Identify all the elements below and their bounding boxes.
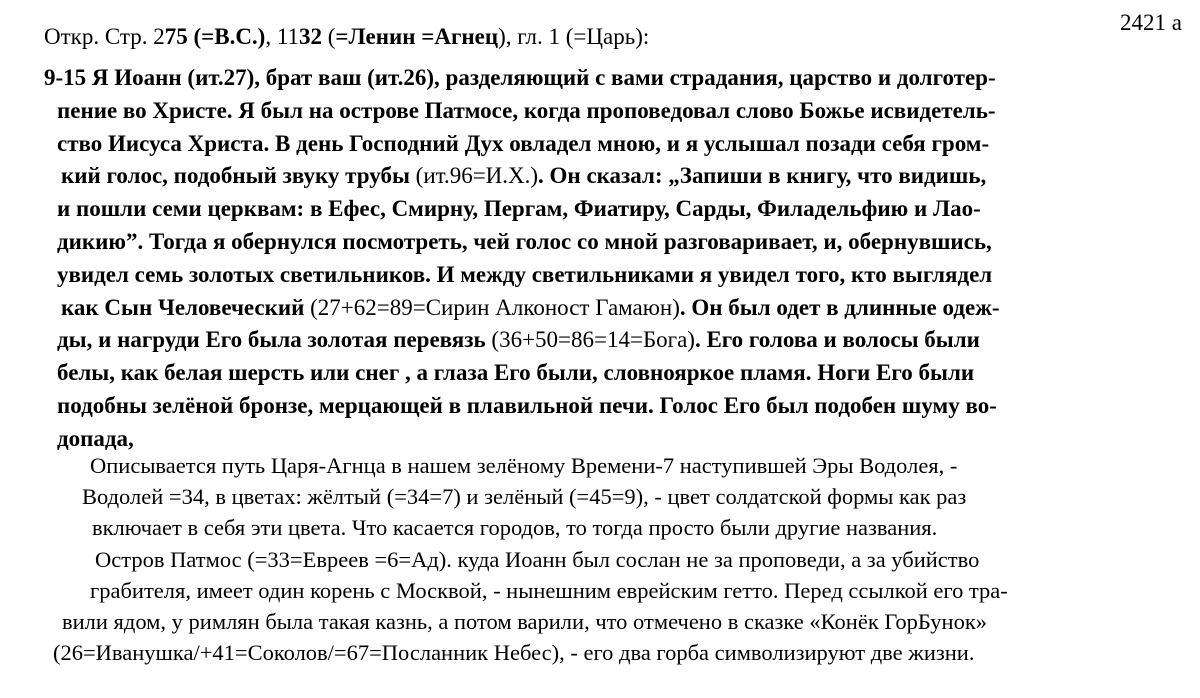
commentary-line-2: Водолей =34, в цветах: жёлтый (=34=7) и зелёный (=45=9), - цвет солдатской формы как раз [82, 484, 967, 510]
scripture-line-1: 9-15 Я Иоанн (ит.27), брат ваш (ит.26), разделяющий с вами страдания, царство и долготер- [44, 65, 996, 90]
page-number: 2421 а [1120, 10, 1182, 35]
chapter-header [44, 24, 649, 50]
scripture-note: (ит.96=И.Х.) [415, 163, 539, 189]
header-eq2: =Ленин =Агнец [335, 24, 499, 49]
commentary-line-7: (26=Иванушка/+41=Соколов/=67=Посланник Небес), - его два горба символизируют две жизни. [53, 640, 975, 666]
header-mid: , 11 [265, 24, 299, 49]
commentary-line-5: грабителя, имеет один корень с Москвой, - нынешним еврейским гетто. Перед ссылкой его тра- [90, 577, 1008, 603]
scripture-text-segment: . Он сказал: „Запиши в книгу, что видишь, [538, 163, 987, 189]
commentary-line-6: вили ядом, у римлян была такая казнь, а потом варили, что отмечено в сказке «Конёк ГорБунок» [62, 609, 987, 634]
scripture-text-segment: . Его голова и волосы были [694, 327, 980, 353]
scripture-line-2: пение во Христе. Я был на острове Патмосе, когда проповедовал слово Божье исвидетель- [57, 97, 996, 123]
scripture-line-3: ство Иисуса Христа. В день Господний Дух овладел мною, и я услышал позади себя гром- [57, 130, 990, 156]
scripture-line-11: подобны зелёной бронзе, мерцающей в плавильной печи. Голос Его был подобен шуму во- [57, 393, 997, 418]
scripture-line-10: белы, как белая шерсть или снег , а глаза Его были, словнояркое пламя. Ноги Его были [57, 360, 975, 386]
scripture-note: (27+62=89=Сирин Алконост Гамаюн) [310, 294, 680, 320]
header-open: ( [322, 24, 336, 49]
header-tail: ), гл. 1 (=Царь): [498, 24, 650, 49]
scripture-text-segment: кий голос, подобный звуку трубы [61, 163, 416, 189]
header-num2: 32 [299, 24, 322, 49]
scripture-text-segment: как Сын Человеческий [61, 294, 311, 320]
header-eq1: (=В.С.) [193, 24, 266, 49]
header-num1: 75 [164, 24, 188, 49]
header-prefix: Откр. Стр. 2 [44, 24, 165, 49]
scripture-line-5: и пошли семи церквам: в Ефес, Смирну, Пергам, Фиатиру, Сарды, Филадельфию и Лао- [57, 196, 981, 222]
scripture-line-12: допада, [57, 425, 134, 451]
scripture-line-7: увидел семь золотых светильников. И между светильниками я увидел того, кто выглядел [57, 261, 993, 287]
commentary-line-4: Остров Патмос (=33=Евреев =6=Ад). куда Иоанн был сослан не за проповеди, а за убийство [95, 546, 980, 572]
scripture-text-segment: ды, и нагруди Его была золотая перевязь [57, 327, 492, 353]
scripture-note: (36+50=86=14=Бога) [491, 327, 695, 353]
scripture-line-6: дикию”. Тогда я обернулся посмотреть, чей голос со мной разговаривает, и, обернувшись, [57, 229, 992, 254]
scripture-line-8 [61, 292, 1000, 325]
commentary-line-3: включает в себя эти цвета. Что касается городов, то тогда просто были другие названия. [92, 515, 938, 541]
scripture-text-segment: . Он был одет в длинные одеж- [679, 294, 1000, 320]
commentary-line-1: Описывается путь Царя-Агнца в нашем зелёному Времени-7 наступившей Эры Водолея, - [90, 453, 958, 478]
scripture-line-9 [57, 324, 980, 357]
scripture-line-4 [61, 160, 986, 193]
